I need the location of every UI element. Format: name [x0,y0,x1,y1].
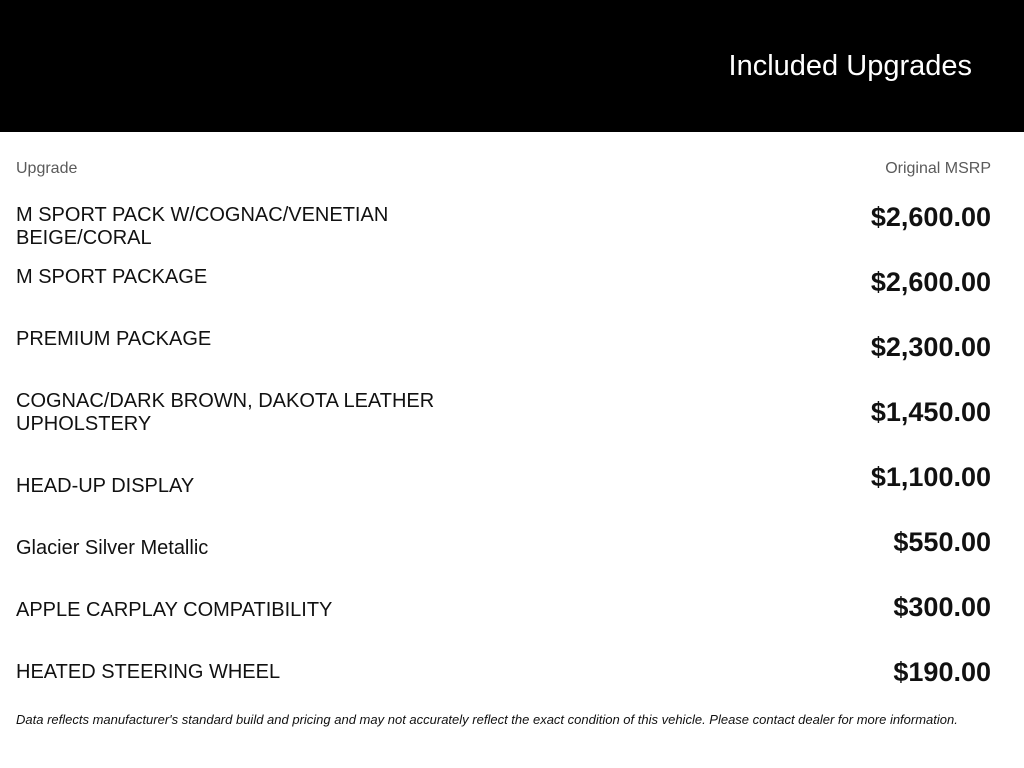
column-headers [16,160,991,180]
list-item [16,525,991,590]
upgrade-column-header: Upgrade [16,160,78,177]
upgrade-name: PREMIUM PACKAGE [16,328,212,350]
upgrade-price: $190.00 [893,657,991,687]
msrp-column-header: Original MSRP [885,160,991,177]
list-item [16,460,991,525]
upgrade-price: $1,100.00 [870,462,991,492]
upgrade-name: M SPORT PACK W/COGNAC/VENETIAN BEIGE/CORAL [16,204,389,249]
upgrade-price: $1,450.00 [870,397,991,427]
upgrade-price: $2,600.00 [870,267,991,297]
upgrade-name: HEAD-UP DISPLAY [16,475,195,497]
list-item [16,390,991,460]
upgrade-name: Glacier Silver Metallic [16,537,209,559]
upgrade-name: COGNAC/DARK BROWN, DAKOTA LEATHER UPHOLSTERY [16,390,435,435]
page-title: Included Upgrades [728,50,972,82]
list-item [16,200,991,265]
upgrade-price: $2,300.00 [870,332,991,362]
disclaimer-footnote: Data reflects manufacturer's standard build and pricing and may not accurately reflect the exact condition of this vehicle. Please contact dealer for more information. [16,712,958,727]
list-item [16,330,991,395]
upgrade-name: APPLE CARPLAY COMPATIBILITY [16,599,333,621]
list-item [16,590,991,655]
list-item [16,265,991,330]
upgrade-name: HEATED STEERING WHEEL [16,661,281,683]
upgrade-price: $300.00 [893,592,991,622]
list-item [16,655,991,720]
upgrade-name: M SPORT PACKAGE [16,266,208,288]
upgrade-price: $550.00 [893,527,991,557]
upgrade-price: $2,600.00 [870,202,991,232]
header-banner [0,0,1024,132]
upgrades-list [16,200,991,720]
